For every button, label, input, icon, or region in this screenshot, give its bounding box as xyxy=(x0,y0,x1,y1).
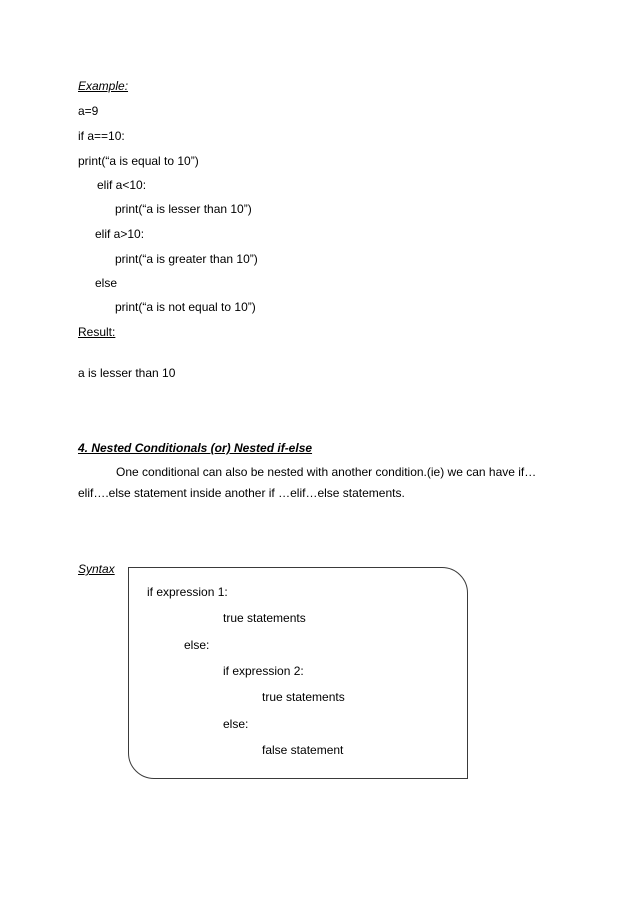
section-title: 4. Nested Conditionals (or) Nested if-else xyxy=(78,441,313,455)
syntax-line: if expression 1: xyxy=(147,585,228,599)
syntax-line: false statement xyxy=(262,743,344,757)
code-line: else xyxy=(95,276,118,290)
section-paragraph-text: One conditional can also be nested with another condition.(ie) we can have if…elif….else statement inside another if …elif…else statements. xyxy=(78,465,537,500)
code-line: print(“a is not equal to 10”) xyxy=(115,300,256,314)
result-heading: Result: xyxy=(78,325,116,339)
code-line: elif a>10: xyxy=(95,227,145,241)
code-line: print(“a is greater than 10”) xyxy=(115,252,258,266)
code-line: elif a<10: xyxy=(97,178,147,192)
syntax-heading: Syntax xyxy=(78,562,115,576)
example-heading: Example: xyxy=(78,79,129,93)
syntax-line: else: xyxy=(223,717,249,731)
code-line: a=9 xyxy=(78,104,99,118)
syntax-line: else: xyxy=(184,638,210,652)
code-line: print(“a is lesser than 10”) xyxy=(115,202,252,216)
syntax-line: if expression 2: xyxy=(223,664,304,678)
code-line: print(“a is equal to 10”) xyxy=(78,154,199,168)
syntax-line: true statements xyxy=(223,611,306,625)
result-output: a is lesser than 10 xyxy=(78,366,176,380)
syntax-line: true statements xyxy=(262,690,345,704)
code-line: if a==10: xyxy=(78,129,125,143)
section-paragraph xyxy=(78,462,578,504)
